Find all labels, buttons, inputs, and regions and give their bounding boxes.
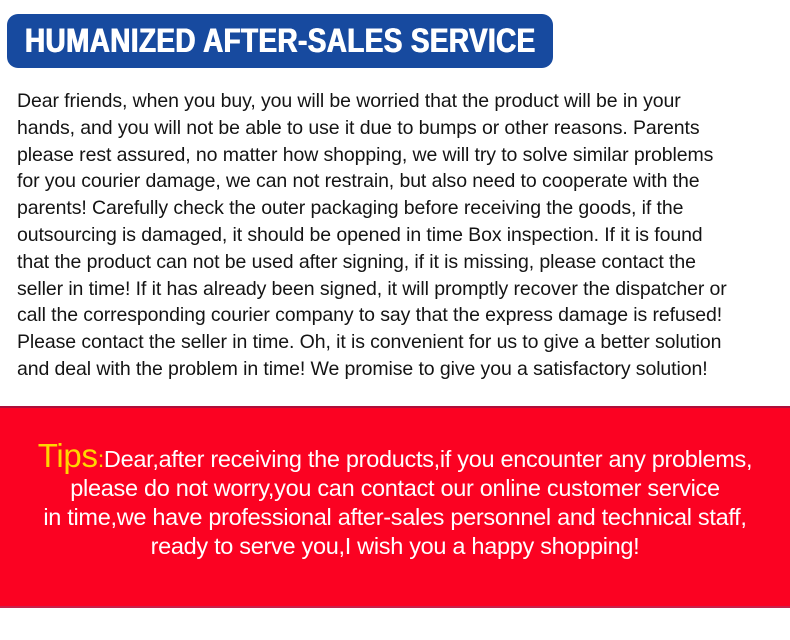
- tips-line-2: please do not worry,you can contact our online customer service: [70, 475, 720, 501]
- description-line-10: Please contact the seller in time. Oh, it is convenient for us to give a better solution: [17, 331, 722, 354]
- description-line-4: for you courier damage, we can not restrain, but also need to cooperate with the: [17, 170, 700, 193]
- description-line-3: please rest assured, no matter how shopping, we will try to solve similar problems: [17, 143, 714, 166]
- service-description: [17, 88, 777, 383]
- description-line-1: Dear friends, when you buy, you will be worried that the product will be in your: [17, 90, 681, 112]
- description-line-2: hands, and you will not be able to use it due to bumps or other reasons. Parents: [17, 116, 700, 139]
- description-line-11: and deal with the problem in time! We promise to give you a satisfactory solution!: [17, 357, 708, 380]
- description-line-6: outsourcing is damaged, it should be opened in time Box inspection. If it is found: [17, 223, 703, 246]
- description-line-7: that the product can not be used after signing, if it is missing, please contact the: [17, 250, 696, 273]
- tips-line-3: in time,we have professional after-sales personnel and technical staff,: [43, 504, 747, 530]
- tips-text-1: Dear,after receiving the products,if you encounter any problems,: [103, 446, 753, 472]
- description-line-5: parents! Carefully check the outer packaging before receiving the goods, if the: [17, 197, 684, 220]
- tips-label: Tips: [37, 437, 98, 474]
- tips-banner: [0, 406, 790, 608]
- description-line-9: call the corresponding courier company to say that the express damage is refused!: [17, 304, 723, 327]
- header-banner: [7, 14, 553, 68]
- tips-label-colon: :: [97, 446, 104, 472]
- tips-line-4: ready to serve you,I wish you a happy shopping!: [150, 533, 640, 559]
- description-line-8: seller in time! If it has already been signed, it will promptly recover the dispatcher or: [17, 277, 727, 300]
- page-title: HUMANIZED AFTER-SALES SERVICE: [25, 21, 536, 60]
- tips-line-1: [0, 437, 790, 474]
